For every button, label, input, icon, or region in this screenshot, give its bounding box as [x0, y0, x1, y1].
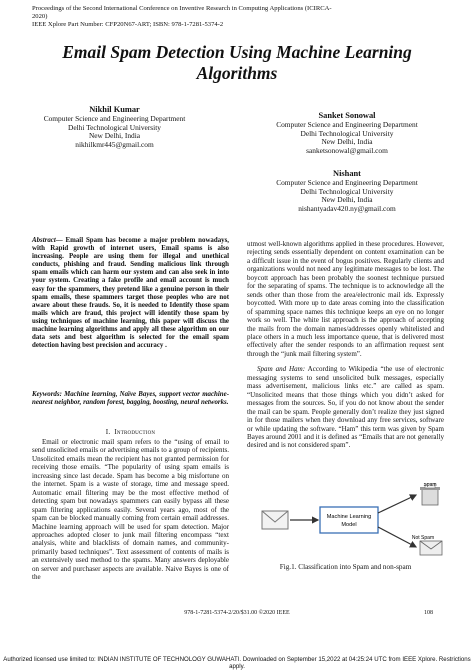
author-dept: Computer Science and Engineering Department	[276, 178, 418, 187]
keywords: Keywords: Machine learning, Naïve Bayes, support vector machine-nearest neighbor, random forest, bagging, boosting, neural networks.	[32, 391, 229, 407]
right-column	[247, 240, 444, 450]
spam-ham-text: According to Wikipedia “the use of electronic messaging systems to send unsolicited bulk messages, especially mass advertisement, malicious links etc.” are called as spam. “Unsolicited means that those things which you didn’t asked for messages from the sources. So, if you do not know about the sender the mail can be spam. People generally don’t realize they just signed in for those mailers when they download any free services, software or while updating the software. “Ham” this term was given by Spam Bayes around 2001 and it is defined as “Emails that are not generally desired and is not considered spam”.	[247, 365, 444, 450]
author-city: New Delhi, India	[321, 195, 373, 205]
figure-caption: Fig.1. Classification into Spam and non-spam	[279, 563, 412, 571]
intro-column	[32, 438, 229, 582]
spam-ham-heading: Spam and Ham:	[257, 365, 306, 374]
author-block-3	[252, 168, 442, 213]
author-email[interactable]: sanketsonowal@gmail.com	[306, 145, 388, 155]
model-label-line-1: Machine Learning	[326, 514, 372, 520]
author-email[interactable]: nishantyadav420.ny@gmail.com	[298, 203, 396, 213]
section-number: I.	[105, 428, 111, 436]
author-city: New Delhi, India	[321, 137, 373, 147]
abstract-dash: —	[55, 237, 66, 244]
intro-paragraph: Email or electronic mail spam refers to the “using of email to send unsolicited emails or advertising emails to a group of recipients. Unsolicited emails mean the recipient has not granted permission for receiving those emails. “The popularity of using spam emails is increasing since last decade. Spam has become a big misfortune on the internet. Spam is a waste of storage, time and message speed. Automatic email filtering may be the most effective method of detecting spam but nowadays spammers can easily bypass all these spam filtering applications easily. Several years ago, most of the spam can be blocked manually coming from certain email addresses. Machine learning approach will be used for spam detection. Major approaches adopted closer to junk mail filtering encompass “text analysis, white and blacklists of domain names, and community-primarily based techniques”. Text assessment of contents of mails is an extensively used method to the spams. Many answers deployable on server and purchaser aspects are available. Naive Bayes is one of the	[32, 438, 229, 582]
model-label-line-2: Model	[341, 522, 357, 528]
author-name: Nikhil Kumar	[89, 105, 140, 114]
right-paragraph-2	[247, 365, 444, 450]
author-name: Sanket Sonowal	[318, 111, 376, 120]
license-notice: Authorized licensed use limited to: INDIAN INSTITUTE OF TECHNOLOGY GUWAHATI. Downloaded on September 15,2022 at 04:25:24 UTC from IEEE Xplore. Restrictions apply.	[3, 656, 471, 670]
right-paragraph-1: utmost well-known algorithms applied in these procedures. However, rejecting sends essentially dependent on content examination can be a difficult issue in the event of bogus positives. Regularly clients and organizations would not need any legitimate messages to be lost. The boycott approach has been probably the soonest technique pursued for the separating of spams. The technique is to acknowledge all the sends other than those from the area/electronic mail ids. Expressly boycotted. With more up to date areas coming into the classification of spamming space names this technique keeps an eye on no longer work so well. The white list approach is the approach of accepting the mails from the domain names/addresses openly whitelisted and place others in a much less importance queue, that is delivered most effectively after the sender responds to an affirmation request sent through the “junk mail filtering system”.	[247, 240, 444, 358]
abstract-label: Abstract	[32, 237, 56, 244]
title-line-1: Email Spam Detection Using Machine Learning	[62, 42, 412, 62]
author-block-2	[252, 110, 442, 155]
author-city: New Delhi, India	[88, 131, 141, 141]
conference-header	[32, 5, 332, 29]
header-line-2: IEEE Xplore Part Number: CFP20N67-ART; ISBN: 978-1-7281-5374-2	[32, 21, 224, 28]
section-title: Introduction	[114, 428, 156, 436]
inbox-icon	[420, 541, 442, 555]
author-univ: Delhi Technological University	[68, 122, 161, 132]
abstract	[32, 237, 229, 350]
paper-title	[0, 42, 474, 84]
author-email[interactable]: nikhilkmr445@gmail.com	[75, 139, 154, 149]
footer-isbn: 978-1-7281-5374-2/20/$31.00 ©2020 IEEE	[184, 610, 290, 616]
input-envelope-icon	[262, 511, 288, 529]
spam-label: Spam	[423, 483, 437, 488]
spam-arrow	[378, 495, 416, 513]
notspam-arrow	[378, 527, 416, 547]
page-number: 108	[424, 610, 433, 616]
author-name: Nishant	[333, 169, 361, 178]
author-dept: Computer Science and Engineering Department	[43, 114, 186, 123]
author-dept: Computer Science and Engineering Department	[276, 120, 418, 129]
title-line-2: Algorithms	[196, 63, 278, 83]
author-block-1	[22, 104, 207, 149]
abstract-text: Email Spam has become a major problem nowadays, with Rapid growth of internet users, Email spams is also increasing. People are using them for illegal and unethical conducts, phishing and fraud. Sending malicious link through spam emails which can harm our system and can also seek in into your system. Creating a fake profile and email account is much easy for the spammers, they pretend like a genuine person in their spam emails, these spammers target those peoples who are not aware about these frauds. So, it is needed to Identify those spam mails which are fraud, this project will identify those spam by using techniques of machine learning, this paper will discuss the machine learning algorithms and apply all these algorithm on our data sets and best algorithm is selected for the email spam detection having best precision and accuracy .	[32, 237, 229, 350]
author-univ: Delhi Technological University	[300, 186, 394, 196]
author-univ: Delhi Technological University	[300, 128, 394, 138]
classification-figure	[258, 483, 448, 563]
header-line-1: Proceedings of the Second International Conference on Inventive Research in Computing Applications (ICIRCA-2020)	[32, 5, 332, 20]
ml-model-box	[320, 507, 378, 533]
notspam-label: Not Spam	[411, 535, 435, 541]
section-heading	[32, 428, 229, 436]
